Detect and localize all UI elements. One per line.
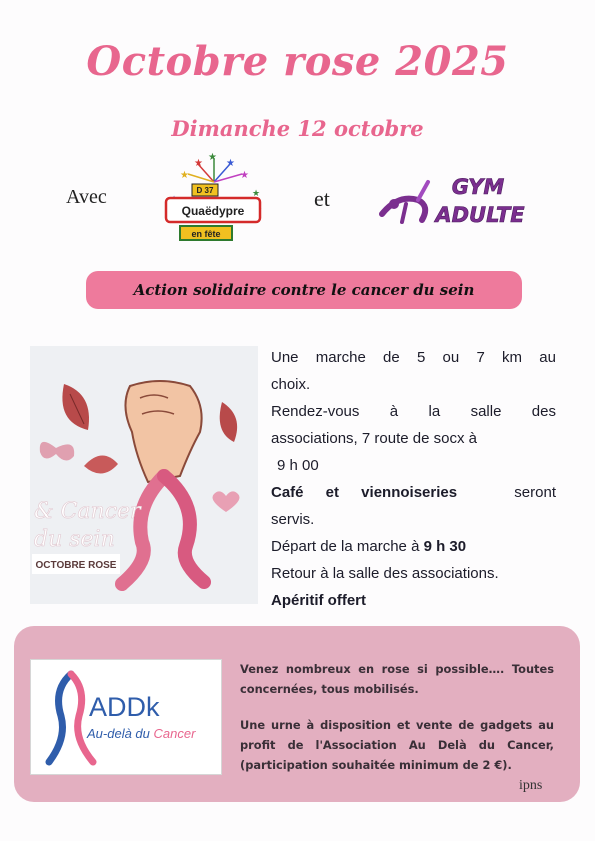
depart-text: Départ de la marche à bbox=[271, 538, 420, 555]
panel-paragraph2: Une urne à disposition et vente de gadgets au profit de l'Association Au Delà du Cancer, (participation souhaitée minimum de 2 €). bbox=[240, 718, 554, 772]
cafe-line2: servis. bbox=[271, 511, 315, 528]
awareness-ribbon-icon bbox=[49, 674, 93, 762]
aperitif-line: Apéritif offert bbox=[271, 592, 366, 609]
page-title: Octobre rose 2025 bbox=[86, 38, 509, 85]
cafe-rest: seront bbox=[514, 484, 556, 501]
avec-label: Avec bbox=[66, 186, 107, 208]
meet-line1: Rendez-vous à la salle des bbox=[271, 403, 556, 420]
svg-text:★: ★ bbox=[226, 158, 235, 169]
panel-text bbox=[240, 659, 554, 775]
quaedypre-logo bbox=[158, 152, 268, 252]
panel-paragraph1: Venez nombreux en rose si possible…. Toutes concernées, tous mobilisés. bbox=[240, 662, 554, 696]
walk-line2: choix. bbox=[271, 376, 311, 393]
logo-d37: D 37 bbox=[196, 186, 214, 195]
ipns-mark: ipns bbox=[519, 778, 543, 793]
depart-time: 9 h 30 bbox=[423, 538, 467, 555]
svg-text:★: ★ bbox=[240, 170, 249, 181]
adulte-text: ADULTE bbox=[435, 203, 525, 227]
event-info bbox=[271, 344, 556, 614]
poster-line1: & Cancer bbox=[34, 499, 141, 524]
gym-text: GYM bbox=[451, 175, 505, 199]
retour-line: Retour à la salle des associations. bbox=[271, 565, 499, 582]
event-date: Dimanche 12 octobre bbox=[171, 116, 424, 141]
octobre-rose-poster bbox=[30, 346, 258, 604]
poster-line3: OCTOBRE ROSE bbox=[35, 560, 117, 571]
meet-time: 9 h 00 bbox=[277, 457, 319, 474]
addk-tag-highlight: Cancer bbox=[153, 726, 196, 741]
addk-tag-prefix: Au-delà du bbox=[87, 726, 150, 741]
logo-en-fete: en fête bbox=[191, 229, 221, 239]
logo-quaedypre: Quaëdypre bbox=[181, 204, 245, 218]
svg-text:★: ★ bbox=[252, 188, 261, 198]
gym-adulte-logo bbox=[378, 170, 538, 232]
walk-line1: Une marche de 5 ou 7 km au bbox=[271, 349, 556, 366]
gymnast-icon bbox=[382, 182, 428, 222]
svg-text:Au-delà du Cancer bbox=[86, 726, 196, 741]
action-banner bbox=[86, 271, 522, 309]
svg-text:★: ★ bbox=[180, 170, 189, 181]
cafe-bold: Café et viennoiseries bbox=[271, 484, 458, 501]
addk-name: ADDk bbox=[89, 692, 160, 722]
depart-line bbox=[271, 533, 556, 560]
svg-text:★: ★ bbox=[208, 152, 217, 163]
et-label: et bbox=[314, 186, 330, 211]
cafe-line bbox=[271, 479, 556, 506]
meet-line2: associations, 7 route de socx à bbox=[271, 430, 477, 447]
svg-text:★: ★ bbox=[194, 158, 203, 169]
poster-line2: du sein bbox=[34, 527, 115, 552]
action-banner-text: Action solidaire contre le cancer du sein bbox=[133, 281, 475, 299]
addk-logo bbox=[30, 659, 222, 775]
